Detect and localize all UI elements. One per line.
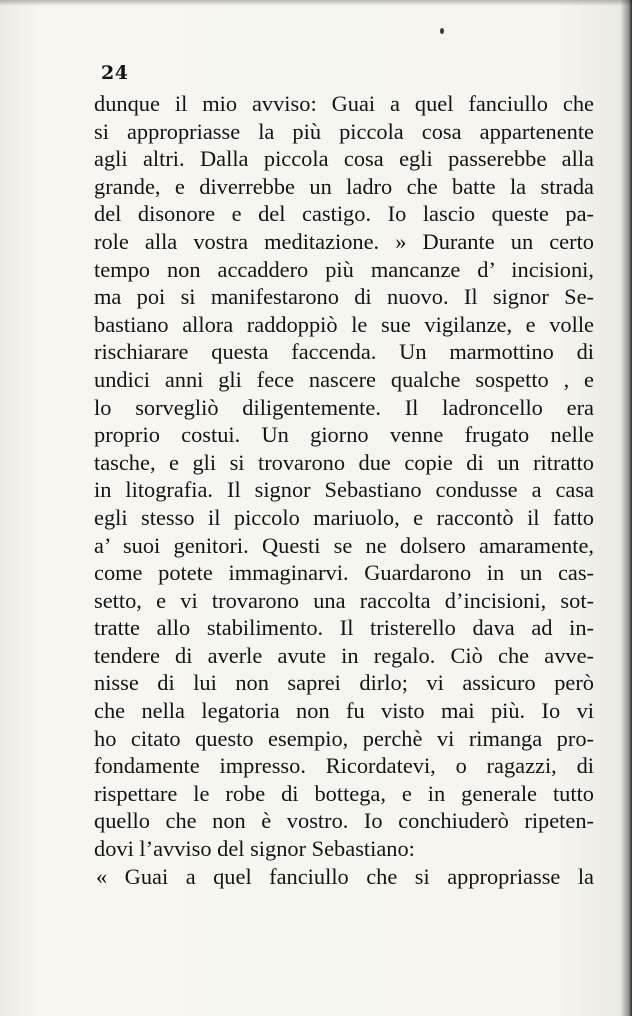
text-line: role alla vostra meditazione. » Durante un certo xyxy=(94,228,594,254)
page-spine-shadow xyxy=(620,0,632,1016)
text-line: quello che non è vostro. Io conchiuderò ripeten- xyxy=(94,808,594,834)
body-text xyxy=(94,90,594,890)
text-line: bastiano allora raddoppiò le sue vigilanze, e volle xyxy=(94,311,594,337)
text-line: rispettare le robe di bottega, e in generale tutto xyxy=(94,780,594,806)
text-line: proprio costui. Un giorno venne frugato nelle xyxy=(94,422,594,448)
text-line: fondamente impresso. Ricordatevi, o ragazzi, di xyxy=(94,753,594,779)
text-line: come potete immaginarvi. Guardarono in un cas- xyxy=(94,560,594,586)
text-line: tempo non accaddero più mancanze d’ incisioni, xyxy=(94,256,594,282)
text-line: agli altri. Dalla piccola cosa egli passerebbe alla xyxy=(94,146,594,172)
text-line: lo sorvegliò diligentemente. Il ladroncello era xyxy=(94,394,594,420)
text-line: tasche, e gli si trovarono due copie di un ritratto xyxy=(94,449,594,475)
page-top-edge-shadow xyxy=(0,0,632,6)
text-line: si appropriasse la più piccola cosa appartenente xyxy=(94,118,594,144)
text-line: egli stesso il piccolo mariuolo, e raccontò il fatto xyxy=(94,504,594,530)
text-line: in litografia. Il signor Sebastiano condusse a casa xyxy=(94,477,594,503)
text-line: del disonore e del castigo. Io lascio queste pa- xyxy=(94,201,594,227)
text-line: setto, e vi trovarono una raccolta d’incisioni, sot- xyxy=(94,587,594,613)
paper-speck xyxy=(440,28,444,34)
text-line: che nella legatoria non fu visto mai più. Io vi xyxy=(94,698,594,724)
text-line: « Guai a quel fanciullo che si appropriasse la xyxy=(96,863,594,889)
page-number: 24 xyxy=(101,62,129,84)
text-line: ho citato questo esempio, perchè vi rimanga pro- xyxy=(94,725,594,751)
text-line: dunque il mio avviso: Guai a quel fanciullo che xyxy=(94,91,594,116)
text-line: dovi l’avviso del signor Sebastiano: xyxy=(94,836,415,862)
text-line: ma poi si manifestarono di nuovo. Il signor Se- xyxy=(94,284,594,310)
text-line: tratte allo stabilimento. Il tristerello dava ad in- xyxy=(94,615,594,641)
text-line: a’ suoi genitori. Questi se ne dolsero amaramente, xyxy=(94,532,594,558)
text-line: tendere di averle avute in regalo. Ciò che avve- xyxy=(94,642,594,668)
text-line: undici anni gli fece nascere qualche sospetto , e xyxy=(94,366,594,392)
text-line: grande, e diverrebbe un ladro che batte la strada xyxy=(94,173,594,199)
text-line: rischiarare questa faccenda. Un marmottino di xyxy=(94,339,594,365)
text-line: nisse di lui non saprei dirlo; vi assicuro però xyxy=(94,670,594,696)
